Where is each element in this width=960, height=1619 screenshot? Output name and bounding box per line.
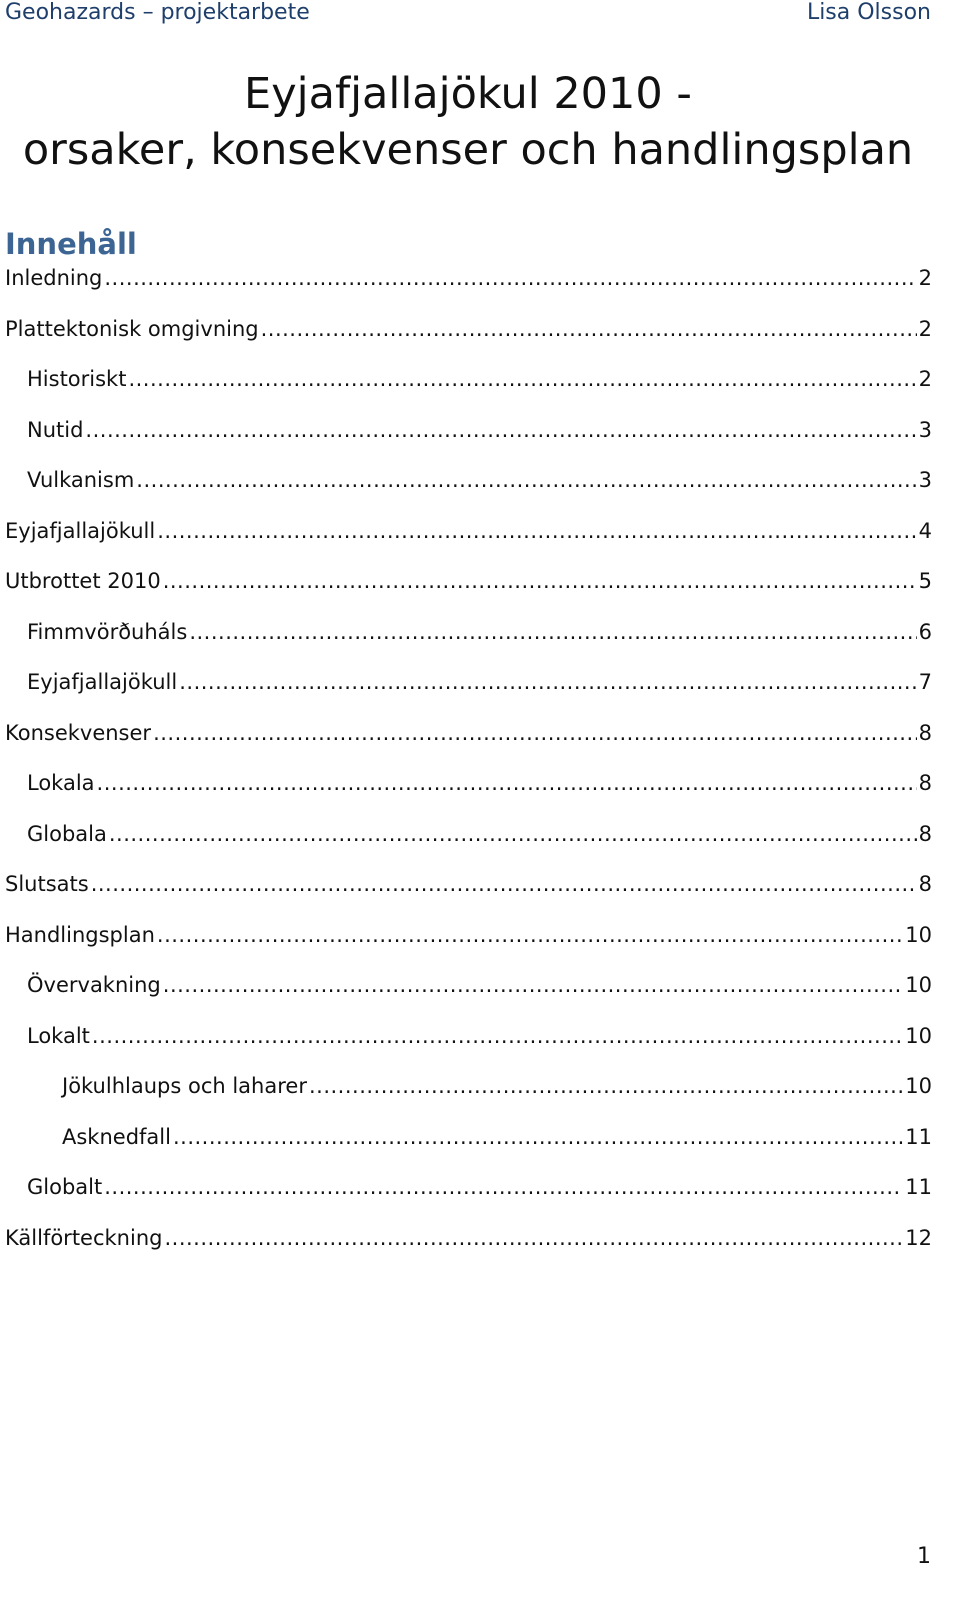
- toc-dot-leader: [179, 666, 916, 698]
- toc-entry[interactable]: [5, 919, 932, 970]
- toc-entry-page: 10: [905, 922, 932, 947]
- page-number: 1: [917, 1544, 931, 1569]
- toc-entry-page: 8: [918, 821, 932, 846]
- toc-entry-label: Jökulhlaups och laharer: [62, 1074, 307, 1098]
- toc-dot-leader: [91, 868, 917, 900]
- toc-entry[interactable]: [5, 363, 932, 414]
- toc-entry[interactable]: [5, 868, 932, 919]
- toc-entry[interactable]: [5, 717, 932, 768]
- toc-entry-page: 7: [918, 670, 932, 694]
- toc-entry-label: Eyjafjallajökull: [27, 670, 178, 694]
- toc-entry-label: Plattektonisk omgivning: [5, 316, 259, 341]
- toc-entry-page: 2: [918, 266, 932, 290]
- toc-entry-label: Lokalt: [27, 1023, 90, 1048]
- toc-entry-page: 5: [918, 569, 932, 593]
- toc-entry[interactable]: [5, 464, 932, 515]
- toc-entry-label: Globalt: [27, 1175, 103, 1199]
- toc-entry-label: Asknedfall: [62, 1124, 171, 1149]
- toc-dot-leader: [164, 1222, 903, 1254]
- toc-entry-label: Historiskt: [27, 367, 127, 391]
- toc-entry-page: 8: [918, 872, 932, 896]
- toc-entry-page: 8: [918, 720, 932, 745]
- toc-dot-leader: [173, 1121, 903, 1153]
- table-of-contents: [5, 262, 932, 1272]
- toc-entry[interactable]: [5, 616, 932, 667]
- document-title-line-2: orsaker, konsekvenser och handlingsplan: [22, 125, 914, 175]
- toc-dot-leader: [261, 313, 917, 345]
- document-title: [0, 66, 936, 178]
- toc-entry[interactable]: [5, 414, 932, 465]
- toc-dot-leader: [189, 616, 916, 648]
- toc-entry-page: 3: [918, 468, 932, 492]
- toc-dot-leader: [163, 969, 904, 1001]
- document-title-line-1: Eyjafjallajökul 2010 -: [244, 69, 692, 119]
- toc-entry-label: Handlingsplan: [5, 922, 155, 947]
- toc-entry-page: 2: [918, 367, 932, 391]
- toc-entry-page: 11: [905, 1175, 932, 1199]
- toc-entry-label: Lokala: [27, 771, 95, 795]
- toc-entry-label: Vulkanism: [27, 468, 135, 492]
- toc-dot-leader: [92, 1020, 903, 1052]
- toc-entry-page: 10: [905, 973, 932, 997]
- toc-entry-page: 11: [905, 1124, 932, 1149]
- header-author: Lisa Olsson: [806, 0, 931, 25]
- toc-entry-label: Källförteckning: [5, 1225, 163, 1250]
- toc-entry[interactable]: [5, 767, 932, 818]
- page-header: [5, 0, 931, 30]
- toc-entry-label: Slutsats: [5, 872, 89, 896]
- toc-entry-page: 12: [905, 1225, 932, 1250]
- toc-dot-leader: [309, 1070, 903, 1102]
- toc-entry[interactable]: [5, 818, 932, 869]
- toc-entry[interactable]: [5, 1222, 932, 1273]
- toc-entry[interactable]: [5, 313, 932, 364]
- toc-entry[interactable]: [5, 515, 932, 566]
- toc-entry[interactable]: [5, 1020, 932, 1071]
- toc-dot-leader: [104, 1171, 903, 1203]
- toc-dot-leader: [157, 919, 903, 951]
- toc-entry[interactable]: [5, 1070, 932, 1121]
- toc-entry-label: Inledning: [5, 266, 103, 290]
- header-course-title: Geohazards – projektarbete: [5, 0, 310, 25]
- toc-entry-page: 10: [905, 1074, 932, 1098]
- toc-entry[interactable]: [5, 969, 932, 1020]
- toc-entry-page: 10: [905, 1023, 932, 1048]
- toc-entry[interactable]: [5, 666, 932, 717]
- toc-entry[interactable]: [5, 1121, 932, 1172]
- toc-entry-page: 4: [918, 518, 932, 543]
- toc-entry-label: Utbrottet 2010: [5, 569, 161, 593]
- toc-entry[interactable]: [5, 565, 932, 616]
- toc-dot-leader: [104, 262, 916, 294]
- toc-entry-page: 3: [918, 417, 932, 442]
- toc-dot-leader: [97, 767, 917, 799]
- toc-entry-label: Fimmvörðuháls: [27, 619, 188, 644]
- toc-entry-page: 8: [918, 771, 932, 795]
- toc-entry-label: Eyjafjallajökull: [5, 518, 156, 543]
- toc-entry-label: Konsekvenser: [5, 720, 152, 745]
- toc-dot-leader: [153, 717, 917, 749]
- toc-entry[interactable]: [5, 1171, 932, 1222]
- toc-dot-leader: [163, 565, 917, 597]
- toc-dot-leader: [85, 414, 916, 446]
- toc-heading: Innehåll: [5, 227, 137, 261]
- toc-entry-label: Globala: [27, 821, 107, 846]
- toc-dot-leader: [128, 363, 916, 395]
- toc-entry-label: Nutid: [27, 417, 84, 442]
- toc-entry-page: 2: [918, 316, 932, 341]
- toc-dot-leader: [157, 515, 916, 547]
- toc-entry-label: Övervakning: [27, 973, 161, 997]
- toc-dot-leader: [109, 818, 917, 850]
- toc-dot-leader: [136, 464, 916, 496]
- toc-entry-page: 6: [918, 619, 932, 644]
- toc-entry[interactable]: [5, 262, 932, 313]
